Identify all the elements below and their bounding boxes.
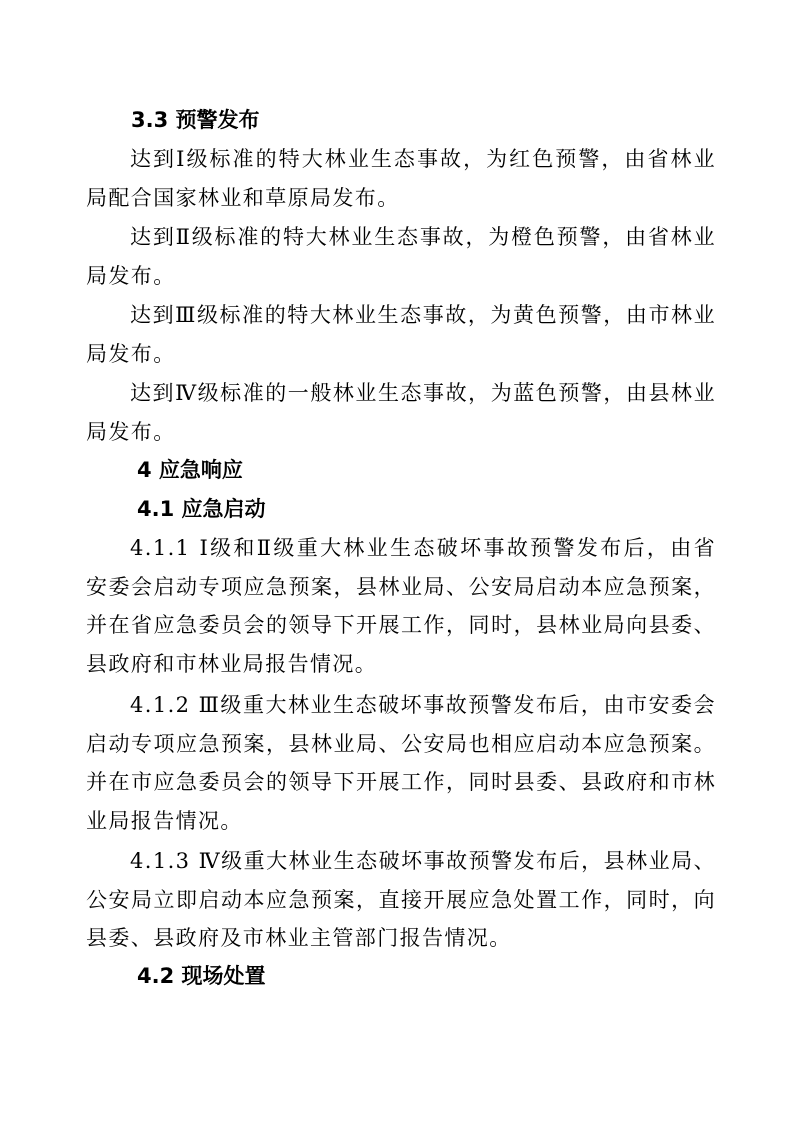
paragraph-blue-warning: 达到Ⅳ级标准的一般林业生态事故，为蓝色预警，由县林业局发布。	[86, 381, 716, 444]
paragraph-4-1-2: 4.1.2 Ⅲ级重大林业生态破坏事故预警发布后，由市安委会启动专项应急预案，县林业局、公安局也相应启动本应急预案。并在市应急委员会的领导下开展工作，同时县委、县政府和市林业局报告情况。	[86, 693, 716, 833]
section-3-3-heading: 3.3 预警发布	[131, 108, 260, 132]
section-4-1-heading: 4.1 应急启动	[137, 497, 266, 521]
section-4-heading: 4 应急响应	[137, 458, 243, 482]
paragraph-red-warning: 达到Ⅰ级标准的特大林业生态事故，为红色预警，由省林业局配合国家林业和草原局发布。	[86, 147, 716, 210]
paragraph-yellow-warning: 达到Ⅲ级标准的特大林业生态事故，为黄色预警，由市林业局发布。	[86, 303, 716, 366]
paragraph-4-1-1: 4.1.1 Ⅰ级和Ⅱ级重大林业生态破坏事故预警发布后，由省安委会启动专项应急预案，县林业局、公安局启动本应急预案，并在省应急委员会的领导下开展工作，同时，县林业局向县委、县政府和市林业局报告情况。	[86, 536, 716, 676]
section-4-2-heading: 4.2 现场处置	[137, 964, 266, 988]
paragraph-4-1-3: 4.1.3 Ⅳ级重大林业生态破坏事故预警发布后，县林业局、公安局立即启动本应急预案，直接开展应急处置工作，同时，向县委、县政府及市林业主管部门报告情况。	[86, 849, 716, 951]
paragraph-orange-warning: 达到Ⅱ级标准的特大林业生态事故，为橙色预警，由省林业局发布。	[86, 225, 716, 288]
